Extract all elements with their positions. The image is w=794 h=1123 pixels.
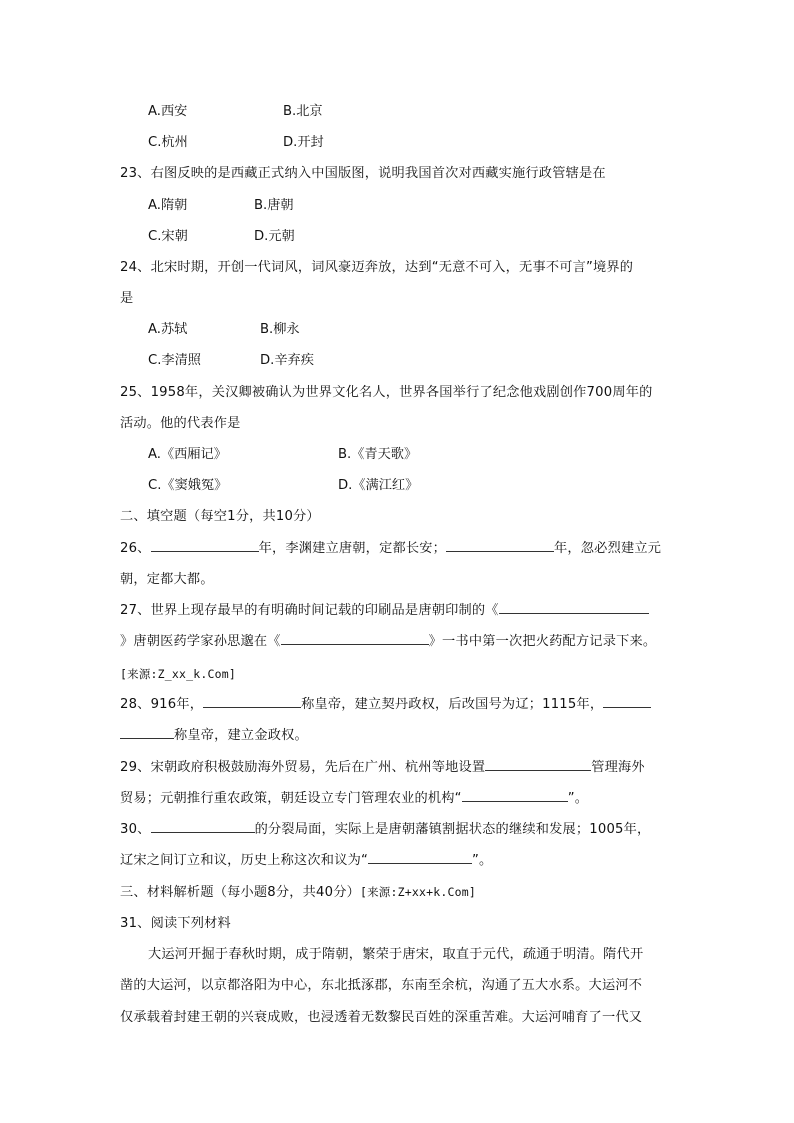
q26-text-1: 年，李渊建立唐朝，定都长安； — [258, 541, 447, 556]
q31-stem: 31、阅读下列材料 — [120, 916, 231, 931]
q28-blank-2b[interactable] — [120, 727, 174, 739]
q29-blank-1[interactable] — [485, 759, 591, 771]
q28-blank-2a[interactable] — [603, 696, 651, 708]
q30-text-2: 辽宋之间订立和议，历史上称这次和议为“ — [120, 853, 369, 868]
q27-blank-2[interactable] — [281, 633, 429, 645]
q28-line1 — [120, 696, 651, 714]
q30-number: 30、 — [120, 822, 151, 837]
q28-line2 — [120, 727, 308, 745]
q27-text-2: 》唐朝医药学家孙思邈在《 — [120, 634, 281, 649]
section-fill-in-heading: 二、填空题（每空1分，共10分） — [120, 509, 320, 524]
q24-option-c: C.李清照 — [148, 353, 201, 368]
q27-text-1: 27、世界上现存最早的有明确时间记载的印刷品是唐朝印制的《 — [120, 603, 499, 618]
source-note-2: [来源:Z+xx+k.Com] — [359, 885, 476, 899]
q30-line1 — [120, 821, 650, 839]
q28-text-1: 28、916年， — [120, 697, 204, 712]
q28-text-3: 称皇帝，建立金政权。 — [174, 728, 308, 743]
q26-line2: 朝，定都大都。 — [120, 572, 214, 587]
q22-option-c: C.杭州 — [148, 135, 188, 150]
q25-option-b: B.《青天歌》 — [338, 447, 418, 462]
q27-text-3: 》一书中第一次把火药配方记录下来。 — [428, 634, 657, 649]
q25-option-a: A.《西厢记》 — [148, 447, 227, 462]
q25-stem-line1: 25、1958年，关汉卿被确认为世界文化名人，世界各国举行了纪念他戏剧创作700周年的 — [120, 385, 653, 400]
q29-blank-2[interactable] — [462, 790, 568, 802]
q27-line1 — [120, 602, 649, 620]
q23-option-b: B.唐朝 — [254, 198, 294, 213]
q23-option-d: D.元朝 — [254, 229, 295, 244]
q25-stem-line2: 活动。他的代表作是 — [120, 416, 241, 431]
q30-text-1: 的分裂局面，实际上是唐朝藩镇割据状态的继续和发展；1005年， — [254, 822, 651, 837]
q30-blank-2[interactable] — [368, 852, 472, 864]
q30-line2 — [120, 852, 492, 870]
q25-option-c: C.《窦娥冤》 — [148, 478, 228, 493]
q29-line1 — [120, 759, 645, 777]
q24-option-b: B.柳永 — [260, 322, 300, 337]
q29-text-4: ”。 — [567, 791, 589, 806]
q22-option-a: A.西安 — [148, 104, 188, 119]
q23-stem: 23、右图反映的是西藏正式纳入中国版图，说明我国首次对西藏实施行政管辖是在 — [120, 166, 606, 181]
q29-text-2: 管理海外 — [591, 760, 645, 775]
q23-option-c: C.宋朝 — [148, 229, 188, 244]
q22-option-b: B.北京 — [283, 104, 323, 119]
q30-text-3: ”。 — [472, 853, 493, 868]
q31-material-line2: 凿的大运河，以京都洛阳为中心，东北抵涿郡，东南至余杭，沟通了五大水系。大运河不 — [120, 978, 643, 993]
q25-option-d: D.《满江红》 — [338, 478, 419, 493]
q29-line2 — [120, 790, 588, 808]
q27-blank-1[interactable] — [499, 602, 649, 614]
section-analysis-title: 三、材料解析题（每小题8分，共40分） — [120, 885, 360, 900]
q27-line2 — [120, 633, 656, 651]
q30-blank-1[interactable] — [151, 821, 255, 833]
q26-number: 26、 — [120, 541, 151, 556]
q26-blank-1[interactable] — [151, 540, 259, 552]
q24-option-d: D.辛弃疾 — [260, 353, 314, 368]
q26-text-2: 年，忽必烈建立元 — [554, 541, 662, 556]
q24-option-a: A.苏轼 — [148, 322, 188, 337]
q31-material-line1: 大运河开掘于春秋时期，成于隋朝，繁荣于唐宋，取直于元代，疏通于明清。隋代开 — [148, 947, 644, 962]
source-note-1: [来源:Z_xx_k.Com] — [120, 667, 237, 681]
q29-text-1: 29、宋朝政府积极鼓励海外贸易，先后在广州、杭州等地设置 — [120, 760, 486, 775]
q28-blank-1[interactable] — [203, 696, 301, 708]
q22-option-d: D.开封 — [283, 135, 324, 150]
q24-stem-line2: 是 — [120, 291, 134, 306]
q26-line1 — [120, 540, 661, 558]
q28-text-2: 称皇帝，建立契丹政权，后改国号为辽；1115年， — [301, 697, 604, 712]
q26-blank-2[interactable] — [446, 540, 554, 552]
q31-material-line3: 仅承载着封建王朝的兴衰成败，也浸透着无数黎民百姓的深重苦难。大运河哺育了一代又 — [120, 1010, 643, 1025]
q23-option-a: A.隋朝 — [148, 198, 188, 213]
q29-text-3: 贸易；元朝推行重农政策，朝廷设立专门管理农业的机构“ — [120, 791, 462, 806]
section-analysis-heading — [120, 883, 476, 902]
q24-stem-line1: 24、北宋时期，开创一代词风，词风豪迈奔放，达到“无意不可入，无事不可言”境界的 — [120, 260, 634, 275]
